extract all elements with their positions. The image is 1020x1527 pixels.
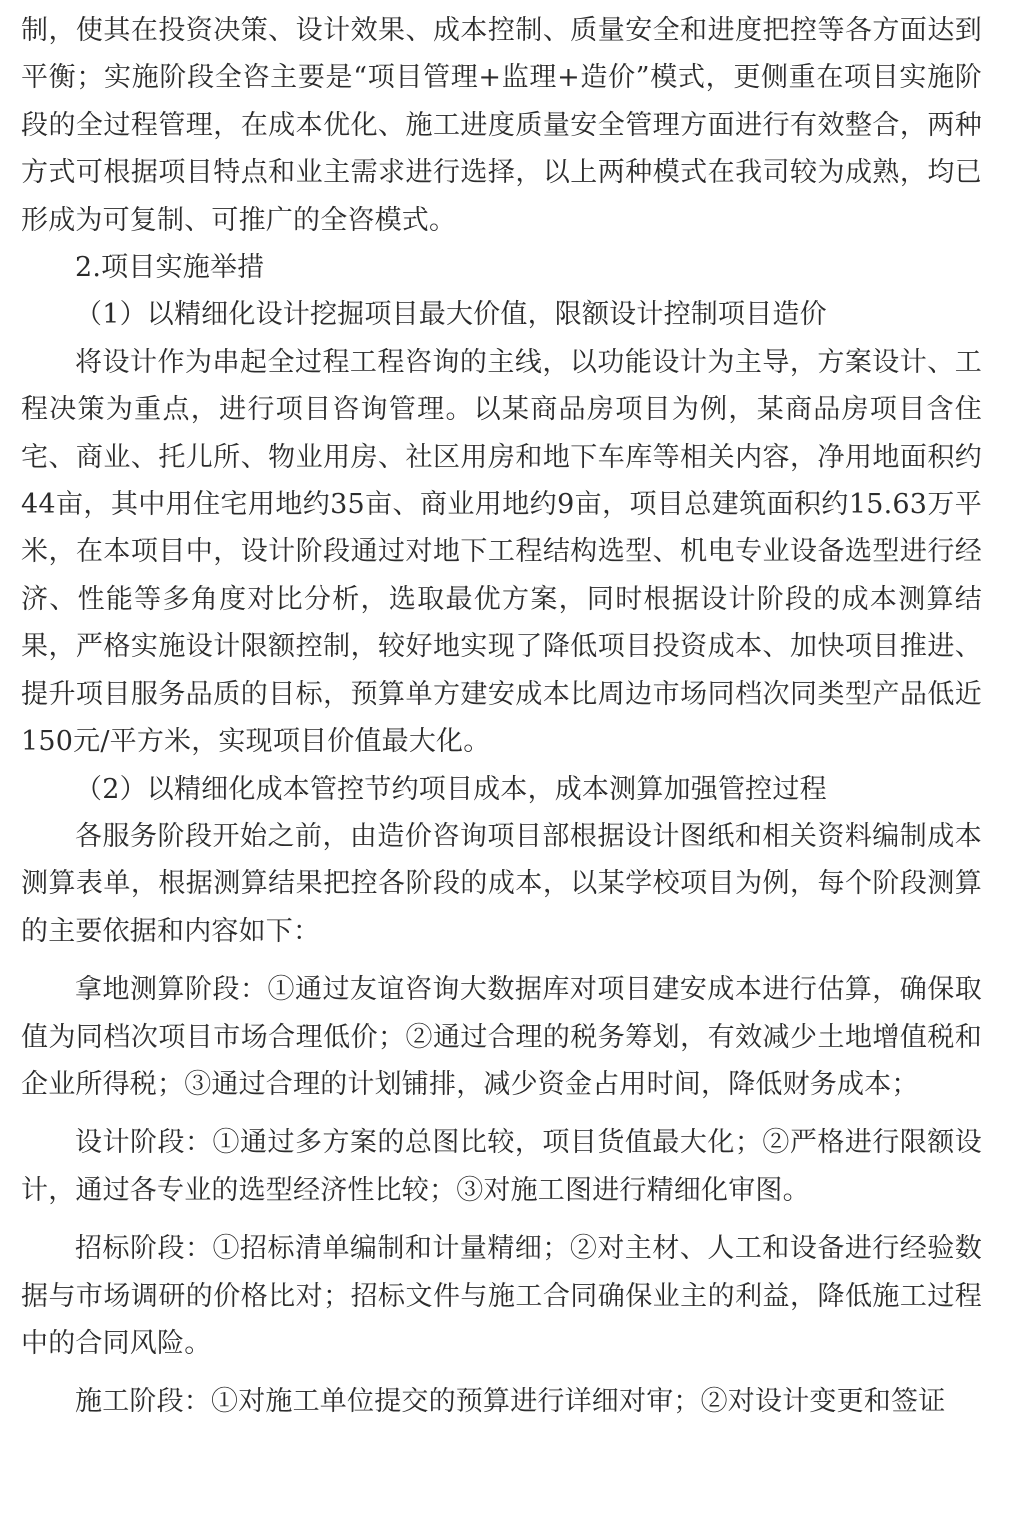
section-heading-implementation-measures: 2.项目实施举措 (75, 252, 265, 284)
paragraph-land-acquisition-stage: 拿地测算阶段：①通过友谊咨询大数据库对项目建安成本进行估算，确保取值为同档次项目市场合理低价；②通过合理的税务筹划，有效减少土地增值税和企业所得税；③通过合理的计划铺排，减少资金占用时间，降低财务成本； (21, 974, 982, 1100)
paragraph-bidding-stage: 招标阶段：①招标清单编制和计量精细；②对主材、人工和设备进行经验数据与市场调研的价格比对；招标文件与施工合同确保业主的利益，降低施工过程中的合同风险。 (21, 1233, 982, 1359)
subheading-refined-design: （1）以精细化设计挖掘项目最大价值，限额设计控制项目造价 (75, 299, 827, 331)
paragraph-design-mainline: 将设计作为串起全过程工程咨询的主线，以功能设计为主导，方案设计、工程决策为重点，进行项目咨询管理。以某商品房项目为例，某商品房项目含住宅、商业、托儿所、物业用房、社区用房和地下车库等相关内容，净用地面积约44亩，其中用住宅用地约35亩、商业用地约9亩，项目总建筑面积约15.63万平米，在本项目中，设计阶段通过对地下工程结构选型、机电专业设备选型进行经济、性能等多角度对比分析，选取最优方案，同时根据设计阶段的成本测算结果，严格实施设计限额控制，较好地实现了降低项目投资成本、加快项目推进、提升项目服务品质的目标，预算单方建安成本比周边市场同档次同类型产品低近150元/平方米，实现项目价值最大化。 (21, 346, 982, 758)
paragraph-design-stage: 设计阶段：①通过多方案的总图比较，项目货值最大化；②严格进行限额设计，通过各专业的选型经济性比较；③对施工图进行精细化审图。 (21, 1127, 982, 1206)
paragraph-intro-continuation: 制，使其在投资决策、设计效果、成本控制、质量安全和进度把控等各方面达到平衡；实施阶段全咨主要是“项目管理+监理+造价”模式，更侧重在项目实施阶段的全过程管理，在成本优化、施工进度质量安全管理方面进行有效整合，两种方式可根据项目特点和业主需求进行选择，以上两种模式在我司较为成熟，均已形成为可复制、可推广的全咨模式。 (21, 15, 982, 236)
document-page (21, 0, 982, 1426)
subheading-refined-cost-control: （2）以精细化成本管控节约项目成本，成本测算加强管控过程 (75, 773, 827, 805)
paragraph-construction-stage: 施工阶段：①对施工单位提交的预算进行详细对审；②对设计变更和签证 (75, 1386, 946, 1418)
paragraph-cost-estimation: 各服务阶段开始之前，由造价咨询项目部根据设计图纸和相关资料编制成本测算表单，根据测算结果把控各阶段的成本，以某学校项目为例，每个阶段测算的主要依据和内容如下： (21, 820, 982, 947)
